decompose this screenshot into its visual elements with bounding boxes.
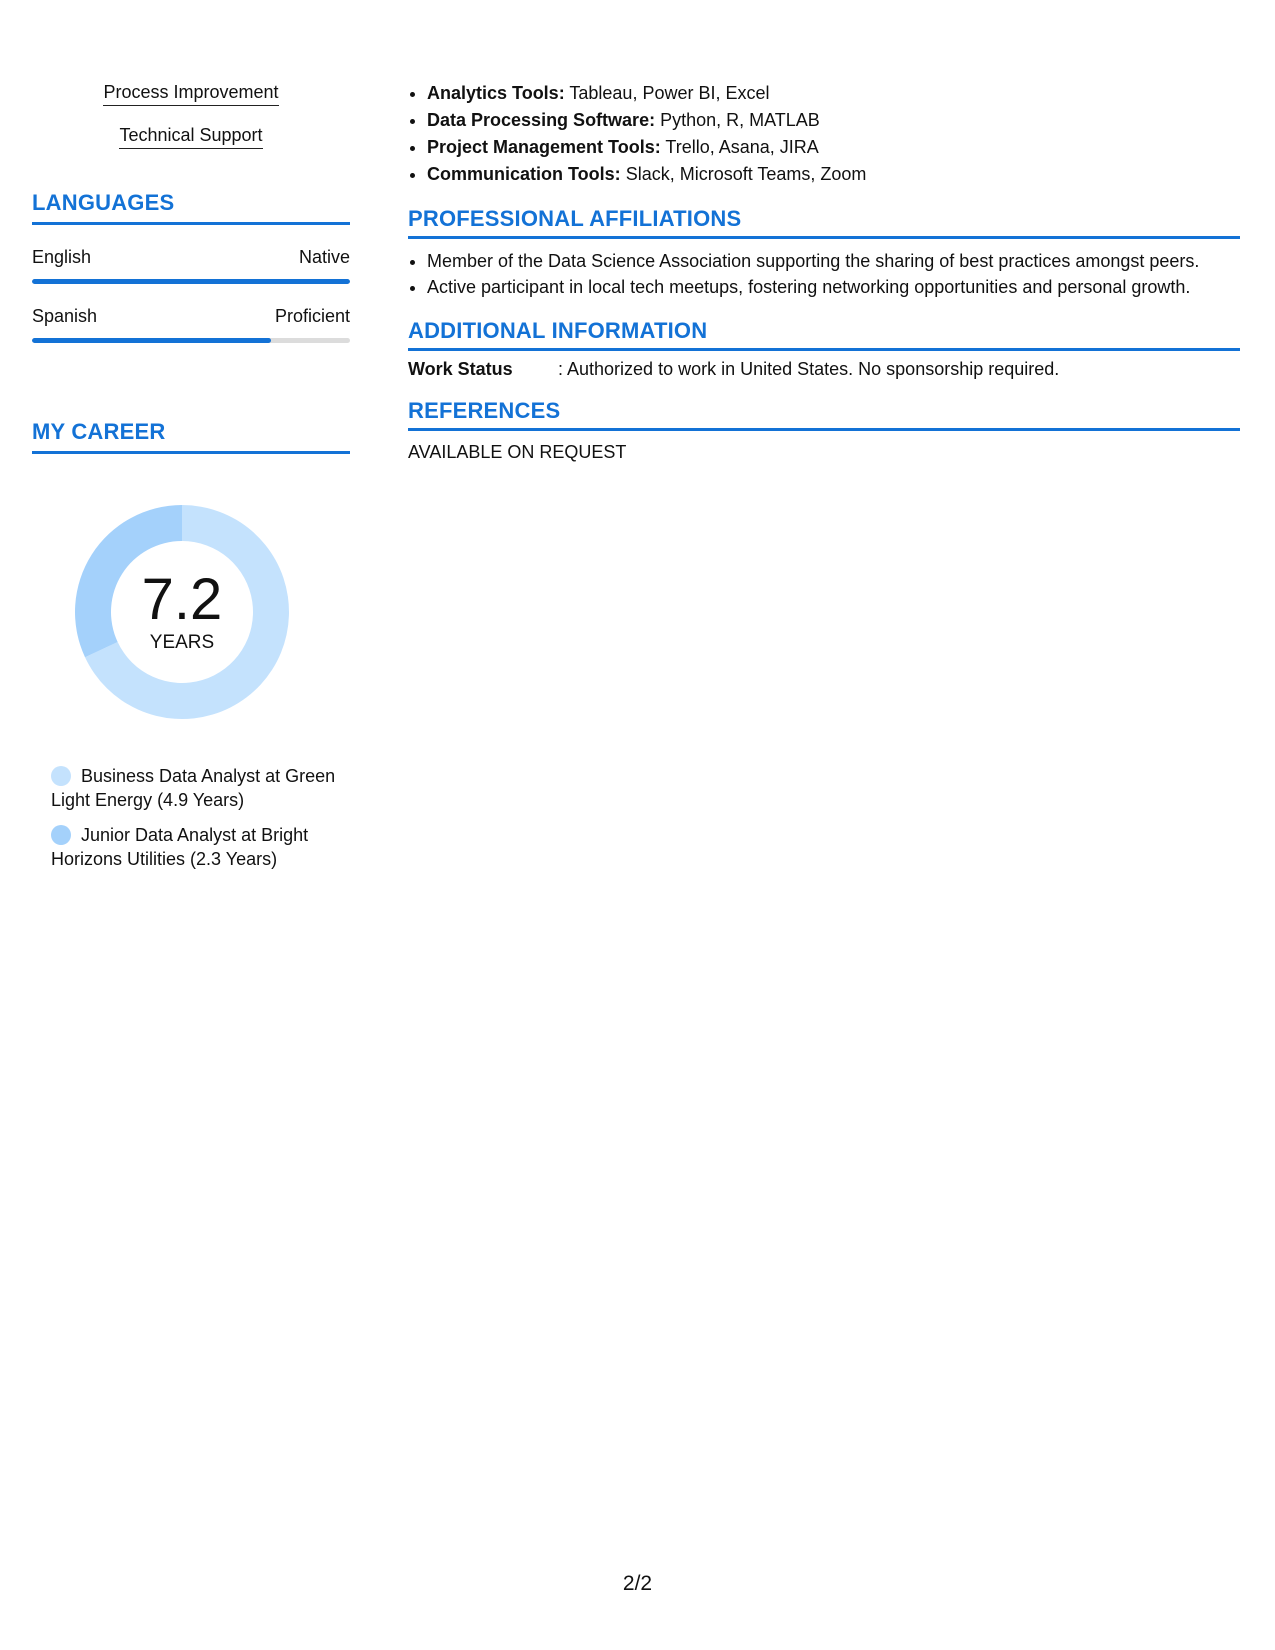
skill-tags — [32, 82, 350, 168]
section-title: PROFESSIONAL AFFILIATIONS — [408, 206, 1240, 239]
career-total-unit: YEARS — [149, 632, 215, 653]
language-proficiency-bar — [32, 279, 350, 284]
language-level: Native — [298, 247, 350, 267]
work-status-row — [408, 359, 1240, 380]
language-name: English — [32, 247, 92, 267]
career-section — [32, 419, 350, 871]
section-title: LANGUAGES — [32, 190, 350, 225]
tools-item — [427, 161, 1240, 188]
affiliation-item: • Active participant in local tech meetups, fostering networking opportunities and personal growth. — [427, 275, 1240, 300]
tools-list — [408, 80, 1240, 188]
additional-info-section — [408, 318, 1240, 380]
left-column — [32, 82, 350, 882]
language-proficiency-fill — [32, 279, 350, 284]
tools-value: Tableau, Power BI, Excel — [569, 83, 770, 103]
affiliation-item: • Member of the Data Science Association supporting the sharing of best practices amongst peers. — [427, 249, 1240, 274]
language-proficiency-fill — [32, 338, 271, 343]
affiliations-section — [408, 206, 1240, 300]
legend-label: Business Data Analyst at Green Light Energy (4.9 Years) — [51, 766, 336, 810]
right-column — [408, 80, 1240, 463]
legend-dot — [51, 766, 71, 786]
page-number: 2/2 — [622, 1572, 653, 1595]
language-level: Proficient — [274, 306, 350, 326]
tools-item — [427, 80, 1240, 107]
language-proficiency-bar — [32, 338, 350, 343]
tools-label: Data Processing Software: — [427, 110, 656, 130]
tools-label: Analytics Tools: — [427, 83, 565, 103]
section-title: REFERENCES — [408, 398, 1240, 431]
legend-item — [51, 823, 341, 871]
tools-item — [427, 134, 1240, 161]
legend-item — [51, 764, 341, 812]
references-section — [408, 398, 1240, 463]
tools-value: Python, R, MATLAB — [660, 110, 820, 130]
references-text: AVAILABLE ON REQUEST — [408, 442, 627, 462]
career-legend — [32, 764, 341, 871]
tools-label: Project Management Tools: — [427, 137, 661, 157]
language-item — [32, 306, 350, 343]
career-donut-chart — [66, 496, 298, 728]
work-status-value: : Authorized to work in United States. No sponsorship required. — [558, 359, 1060, 379]
work-status-label: Work Status — [408, 359, 513, 379]
tools-label: Communication Tools: — [427, 164, 621, 184]
languages-section — [32, 190, 350, 343]
career-total-years: 7.2 — [141, 567, 223, 632]
legend-dot — [51, 825, 71, 845]
skill-tag: Process Improvement — [103, 82, 278, 106]
section-title: MY CAREER — [32, 419, 350, 454]
skill-tag: Technical Support — [119, 125, 262, 149]
legend-label: Junior Data Analyst at Bright Horizons Utilities (2.3 Years) — [51, 825, 309, 869]
language-item — [32, 247, 350, 284]
language-name: Spanish — [32, 306, 98, 326]
tools-value: Slack, Microsoft Teams, Zoom — [625, 164, 867, 184]
tools-value: Trello, Asana, JIRA — [665, 137, 819, 157]
section-title: ADDITIONAL INFORMATION — [408, 318, 1240, 351]
affiliations-list — [408, 249, 1240, 300]
tools-item — [427, 107, 1240, 134]
